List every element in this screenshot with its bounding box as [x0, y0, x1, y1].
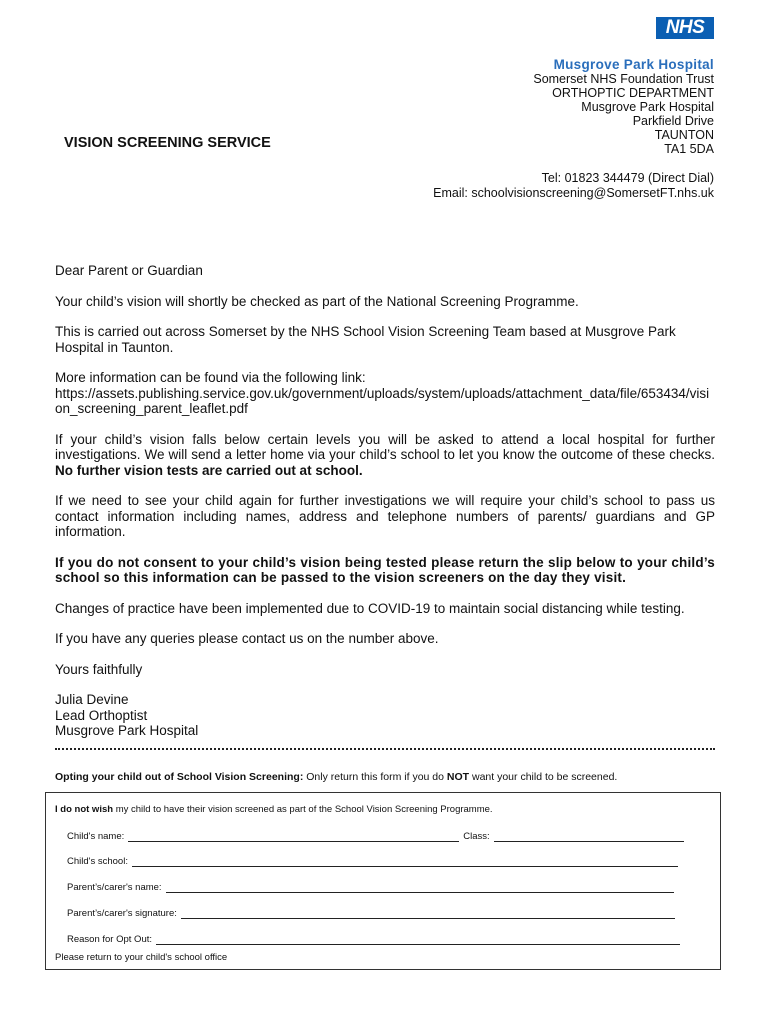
paragraph: If you have any queries please contact us on the number above. [55, 631, 439, 646]
address-line: TAUNTON [654, 128, 714, 142]
carer-signature-label: Parent’s/carer's signature: [67, 908, 177, 919]
carer-name-label: Parent’s/carer's name: [67, 882, 162, 893]
nhs-logo: NHS [656, 17, 714, 39]
info-paragraph [55, 370, 715, 417]
reason-label: Reason for Opt Out: [67, 934, 153, 945]
closing: Yours faithfully [55, 661, 143, 677]
paragraph [55, 432, 715, 479]
leaflet-link[interactable]: https://assets.publishing.service.gov.uk/government/uploads/system/uploads/attachment_data/file/653434/vision_screening_parent_leaflet.pdf [55, 385, 710, 416]
class-field[interactable] [494, 840, 684, 842]
contact-block [433, 171, 714, 200]
optout-heading-post: want your child to be screened. [472, 771, 618, 783]
paragraph: This is carried out across Somerset by the NHS School Vision Screening Team based at Musgrove Park Hospital in Taunton. [55, 324, 676, 355]
childs-school-label: Child's school: [67, 856, 128, 867]
page-title: VISION SCREENING SERVICE [64, 135, 271, 151]
childs-name-label: Child's name: [67, 831, 125, 842]
hospital-name: Musgrove Park Hospital [553, 57, 714, 72]
childs-name-row [67, 831, 684, 842]
reason-field[interactable] [156, 943, 680, 945]
address-line: ORTHOPTIC DEPARTMENT [552, 86, 714, 100]
consent-notice: If you do not consent to your child’s vision being tested please return the slip below to your child’s school so this information can be passed to the vision screeners on the day they visit. [55, 554, 715, 585]
address-line: TA1 5DA [664, 142, 714, 156]
childs-name-field[interactable] [128, 840, 459, 842]
optout-heading-bold: Opting your child out of School Vision Screening: [55, 771, 304, 783]
paragraph-text: If your child’s vision falls below certain levels you will be asked to attend a local hospital for further investigations. We will send a letter home via your child’s school to let you know the outcome of these checks. [55, 431, 715, 462]
info-intro: More information can be found via the following link: [55, 370, 366, 385]
signer-role: Lead Orthoptist [55, 707, 148, 723]
letter-body [55, 263, 715, 739]
address-block [533, 72, 714, 156]
carer-name-row [67, 882, 674, 893]
phone-number: Tel: 01823 344479 (Direct Dial) [541, 171, 714, 185]
return-note: Please return to your child's school office [55, 952, 228, 963]
carer-signature-row [67, 908, 675, 919]
form-intro [55, 804, 493, 815]
cut-line-divider [55, 748, 715, 750]
email-address: Email: schoolvisionscreening@SomersetFT.nhs.uk [433, 185, 714, 200]
optout-heading [55, 771, 617, 783]
class-label: Class: [463, 831, 490, 842]
optout-heading-pre: Only return this form if you do [306, 771, 444, 783]
paragraph: Your child’s vision will shortly be checked as part of the National Screening Programme. [55, 293, 579, 309]
optout-form [45, 792, 721, 970]
form-intro-bold: I do not wish [55, 804, 114, 815]
salutation: Dear Parent or Guardian [55, 263, 203, 278]
signer-name: Julia Devine [55, 692, 129, 707]
childs-school-row [67, 856, 678, 867]
reason-row [67, 934, 680, 945]
optout-heading-not: NOT [446, 771, 470, 783]
signature-block [55, 692, 715, 739]
paragraph-emphasis: No further vision tests are carried out at school. [55, 462, 363, 478]
paragraph: Changes of practice have been implemented due to COVID-19 to maintain social distancing while testing. [55, 600, 685, 616]
carer-name-field[interactable] [166, 891, 674, 893]
paragraph: If we need to see your child again for further investigations we will require your child’s school to pass us contact information including names, address and telephone numbers of parents/ guardians and GP information. [55, 493, 715, 539]
address-line: Musgrove Park Hospital [581, 100, 714, 114]
carer-signature-field[interactable] [181, 917, 675, 919]
form-intro-text: my child to have their vision screened as part of the School Vision Screening Programme. [115, 804, 493, 815]
signer-org: Musgrove Park Hospital [55, 723, 199, 738]
childs-school-field[interactable] [132, 865, 678, 867]
address-line: Parkfield Drive [632, 114, 714, 128]
address-line: Somerset NHS Foundation Trust [533, 72, 714, 86]
